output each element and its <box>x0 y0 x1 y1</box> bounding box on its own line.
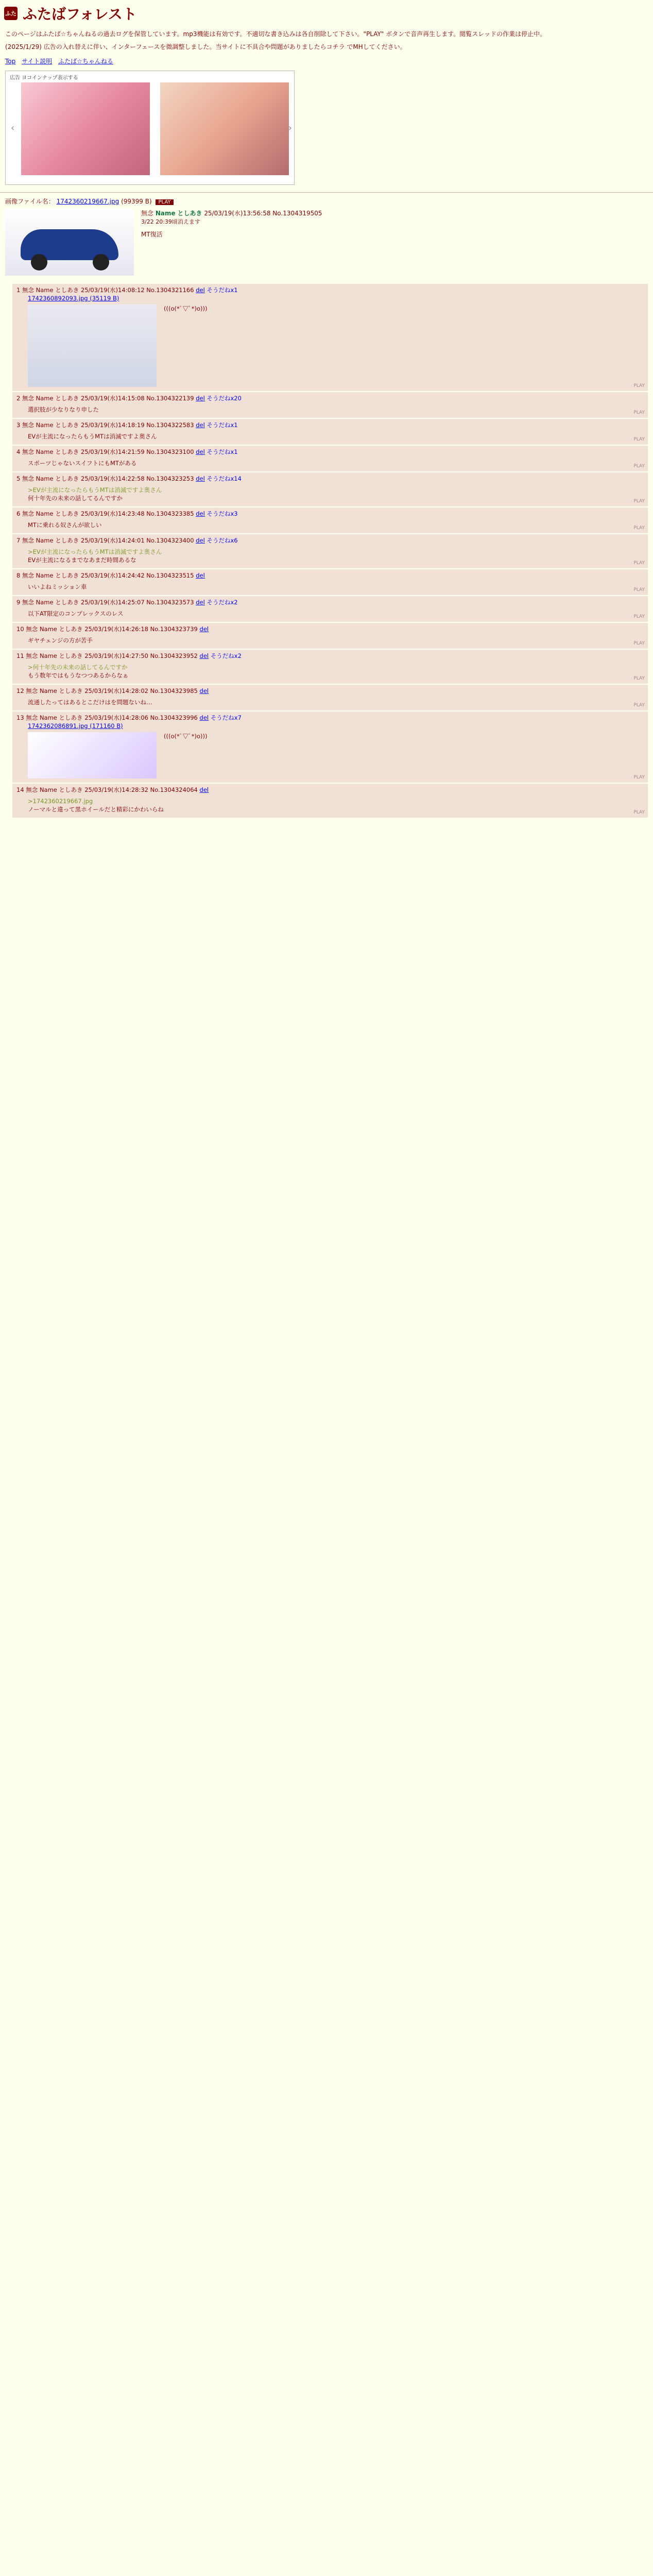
reply-meta <box>16 714 644 722</box>
reply-list <box>0 284 653 818</box>
reply-index: 13 <box>16 714 26 721</box>
notice-line-1: このページはふたば☆ちゃんねるの過去ログを保管しています。mp3機能は有効です。不適切な書き込みは各自削除して下さい。"PLAY" ボタンで音声再生します。閲覧スレッドの作業は停止中。 <box>5 30 546 38</box>
reply-body <box>164 732 207 778</box>
reply-body <box>28 432 644 440</box>
reply-index: 8 <box>16 572 22 579</box>
reply-image-row <box>28 732 644 778</box>
ad-banner[interactable] <box>5 71 295 185</box>
reply-file-line <box>28 294 644 302</box>
reply-line: 以下AT限定のコンプレックスのレス <box>28 610 124 617</box>
op-subject: 無念 <box>141 210 154 217</box>
op-datetime: 25/03/19(水)13:56:58 <box>204 210 271 217</box>
reply-header: 無念 Name としあき 25/03/19(水)14:18:19 No.1304322583 <box>22 421 196 429</box>
play-button[interactable]: PLAY <box>633 464 645 469</box>
site-logo[interactable]: ふた <box>4 7 18 20</box>
reply-index: 11 <box>16 652 26 659</box>
op-file-link[interactable]: 1742360219667.jpg <box>56 198 119 205</box>
reply-post <box>12 685 648 710</box>
quote-line: >何十年先の未来の話してるんですか <box>28 664 128 671</box>
reply-header: 無念 Name としあき 25/03/19(水)14:08:12 No.1304321166 <box>22 286 196 294</box>
sodane-button[interactable]: そうだねx2 <box>209 652 242 659</box>
reply-post <box>12 534 648 568</box>
reply-index: 6 <box>16 510 22 517</box>
file-label: 画像ファイル名： <box>5 198 55 205</box>
op-image[interactable] <box>5 209 134 276</box>
delete-link[interactable]: del <box>199 652 209 659</box>
reply-post <box>12 419 648 445</box>
reply-post <box>12 392 648 418</box>
sodane-button[interactable]: そうだねx2 <box>204 599 238 606</box>
reply-meta <box>16 286 644 294</box>
reply-post <box>12 284 648 391</box>
reply-post <box>12 472 648 506</box>
reply-post <box>12 784 648 818</box>
reply-body <box>28 459 644 467</box>
reply-file-line <box>28 722 644 730</box>
reply-meta <box>16 394 644 402</box>
reply-post <box>12 650 648 684</box>
delete-link[interactable]: del <box>196 510 205 517</box>
delete-link[interactable]: del <box>196 395 205 402</box>
reply-index: 3 <box>16 421 22 429</box>
play-button[interactable]: PLAY <box>633 526 645 531</box>
reply-header: 無念 Name としあき 25/03/19(水)14:28:06 No.1304323996 <box>26 714 200 721</box>
sodane-button[interactable]: そうだねx3 <box>204 510 238 517</box>
delete-link[interactable]: del <box>196 572 205 579</box>
play-button[interactable]: PLAY <box>633 410 645 415</box>
reply-line: (((o(*ﾟ▽ﾟ*)o))) <box>164 733 208 740</box>
reply-line: 流通したってはあるとこだけはを問題ないね… <box>28 699 152 706</box>
op-number[interactable]: No.1304319505 <box>272 210 322 217</box>
car-wheel <box>93 254 109 270</box>
delete-link[interactable]: del <box>196 475 205 482</box>
play-button[interactable]: PLAY <box>633 383 645 388</box>
delete-link[interactable]: del <box>196 448 205 455</box>
sodane-button[interactable]: そうだねx14 <box>204 475 242 482</box>
reply-index: 9 <box>16 599 22 606</box>
reply-header: 無念 Name としあき 25/03/19(水)14:24:42 No.1304323515 <box>22 572 196 579</box>
delete-link[interactable]: del <box>199 786 209 793</box>
reply-file-link[interactable]: 1742362086891.jpg (171160 B) <box>28 722 123 730</box>
ad-prev-icon[interactable]: ‹ <box>11 123 15 133</box>
play-button[interactable]: PLAY <box>633 561 645 566</box>
reply-body <box>28 405 644 414</box>
reply-post <box>12 507 648 533</box>
reply-body <box>28 521 644 529</box>
site-title: ふたばフォレスト <box>23 6 137 23</box>
ad-image-1[interactable] <box>21 82 150 175</box>
reply-line: (((o(*ﾟ▽ﾟ*)o))) <box>164 305 208 312</box>
reply-body <box>28 486 644 502</box>
reply-line: もう数年ではもうなつつあるからなぁ <box>28 672 129 679</box>
reply-index: 12 <box>16 687 26 694</box>
top-nav <box>5 57 648 65</box>
reply-header: 無念 Name としあき 25/03/19(水)14:25:07 No.1304323573 <box>22 599 196 606</box>
reply-index: 2 <box>16 395 22 402</box>
reply-header: 無念 Name としあき 25/03/19(水)14:24:01 No.1304323400 <box>22 537 196 544</box>
sodane-button[interactable]: そうだねx1 <box>204 421 238 429</box>
sodane-button[interactable]: そうだねx1 <box>204 448 238 455</box>
reply-meta <box>16 786 644 794</box>
reply-line: EVが主流になるまでなあまだ時間あるな <box>28 556 136 564</box>
reply-body <box>28 636 644 645</box>
reply-image-row <box>28 304 644 387</box>
reply-header: 無念 Name としあき 25/03/19(水)14:28:32 No.1304324064 <box>26 786 200 793</box>
ad-image-2[interactable] <box>160 82 289 175</box>
reply-body <box>164 304 207 387</box>
reply-index: 7 <box>16 537 22 544</box>
reply-post <box>12 446 648 471</box>
sodane-button[interactable]: そうだねx1 <box>204 286 238 294</box>
delete-link[interactable]: del <box>199 687 209 694</box>
reply-post <box>12 569 648 595</box>
play-button[interactable]: PLAY <box>633 437 645 442</box>
sodane-button[interactable]: そうだねx7 <box>209 714 242 721</box>
reply-line: ノーマルと違って黒ホイールだと精彩にかわいらね <box>28 806 164 813</box>
ad-next-icon[interactable]: › <box>288 123 292 133</box>
op-meta <box>141 209 322 217</box>
reply-header: 無念 Name としあき 25/03/19(水)14:28:02 No.1304323985 <box>26 687 200 694</box>
op-file-size: (99399 B) <box>121 198 152 205</box>
notice-line-2: (2025/1/29) 広告の入れ替えに伴い、インターフェースを微調整しました。当サイトに不具合や問題がありましたらコチラ でMHしてください。 <box>5 43 406 50</box>
reply-line: 選択肢が少なりなり申した <box>28 406 99 413</box>
reply-header: 無念 Name としあき 25/03/19(水)14:23:48 No.1304323385 <box>22 510 196 517</box>
op-author: としあき <box>177 210 202 217</box>
play-button[interactable]: PLAY <box>633 641 645 646</box>
reply-line: ギヤチェンジの方が苦手 <box>28 637 93 644</box>
reply-post <box>12 623 648 649</box>
delete-link[interactable]: del <box>196 421 205 429</box>
nav-link-top[interactable]: Top <box>5 58 16 65</box>
reply-meta <box>16 652 644 660</box>
reply-body <box>28 609 644 618</box>
quote-line: >EVが主流になったらもうMTは消滅ですよ奥さん <box>28 548 162 555</box>
delete-link[interactable]: del <box>196 537 205 544</box>
reply-line: いいよねミッション車 <box>28 583 87 590</box>
reply-line: MTに乗れる奴さんが欲しい <box>28 521 102 529</box>
delete-link[interactable]: del <box>199 625 209 633</box>
reply-header: 無念 Name としあき 25/03/19(水)14:26:18 No.1304323739 <box>26 625 200 633</box>
op-name-label: Name <box>155 210 176 217</box>
play-button[interactable]: PLAY <box>633 775 645 780</box>
reply-thumbnail[interactable] <box>28 732 157 778</box>
reply-meta <box>16 421 644 429</box>
quote-line: >EVが主流になったらもうMTは消滅ですよ奥さん <box>28 486 162 494</box>
reply-body <box>28 548 644 564</box>
reply-meta <box>16 474 644 483</box>
reply-body <box>28 663 644 680</box>
reply-meta <box>16 536 644 545</box>
reply-header: 無念 Name としあき 25/03/19(水)14:22:58 No.1304323253 <box>22 475 196 482</box>
reply-line: スポーツじゃないスイフトにもMTがある <box>28 460 137 467</box>
divider <box>0 192 653 193</box>
reply-thumbnail[interactable] <box>28 304 157 387</box>
reply-index: 10 <box>16 625 26 633</box>
play-button[interactable]: PLAY <box>633 614 645 619</box>
reply-meta <box>16 625 644 633</box>
reply-body <box>28 797 644 814</box>
play-button[interactable]: PLAY <box>633 587 645 592</box>
play-button[interactable]: PLAY <box>633 499 645 504</box>
play-button[interactable]: PLAY <box>633 810 645 815</box>
site-notice <box>5 30 648 52</box>
reply-index: 5 <box>16 475 22 482</box>
play-button[interactable]: PLAY <box>633 676 645 681</box>
op-body: MT復活 <box>141 231 163 238</box>
reply-meta <box>16 571 644 580</box>
reply-header: 無念 Name としあき 25/03/19(水)14:27:50 No.1304323952 <box>26 652 200 659</box>
reply-meta <box>16 687 644 695</box>
delete-link[interactable]: del <box>199 714 209 721</box>
reply-meta <box>16 448 644 456</box>
car-wheel <box>31 254 47 270</box>
reply-body <box>28 698 644 706</box>
play-button[interactable]: PLAY <box>633 703 645 708</box>
reply-index: 14 <box>16 786 26 793</box>
reply-header: 無念 Name としあき 25/03/19(水)14:21:59 No.1304323100 <box>22 448 196 455</box>
nav-link-futaba[interactable]: ふたば☆ちゃんねる <box>58 58 113 65</box>
op-post <box>5 197 648 276</box>
delete-link[interactable]: del <box>196 599 205 606</box>
reply-line: 何十年先の未来の話してるんですか <box>28 495 123 502</box>
delete-link[interactable]: del <box>196 286 205 294</box>
reply-post <box>12 711 648 783</box>
reply-file-link[interactable]: 1742360892093.jpg (35119 B) <box>28 295 119 302</box>
ad-label: 広告 ヨコインナップ表示する <box>10 75 78 81</box>
reply-header: 無念 Name としあき 25/03/19(水)14:15:08 No.1304322139 <box>22 395 196 402</box>
op-play-tag[interactable]: PLAY <box>156 199 173 205</box>
reply-index: 4 <box>16 448 22 455</box>
sodane-button[interactable]: そうだねx20 <box>204 395 242 402</box>
reply-index: 1 <box>16 286 22 294</box>
nav-link-about[interactable]: サイト説明 <box>22 58 53 65</box>
op-file-line <box>5 197 648 206</box>
reply-line: EVが主流になったらもうMTは消滅ですよ奥さん <box>28 433 157 440</box>
reply-meta <box>16 510 644 518</box>
reply-post <box>12 596 648 622</box>
sodane-button[interactable]: そうだねx6 <box>204 537 238 544</box>
reply-meta <box>16 598 644 606</box>
reply-body <box>28 583 644 591</box>
quote-line: >1742360219667.jpg <box>28 798 93 805</box>
op-expiry-note: 3/22 20:39頃消えます <box>141 218 200 225</box>
